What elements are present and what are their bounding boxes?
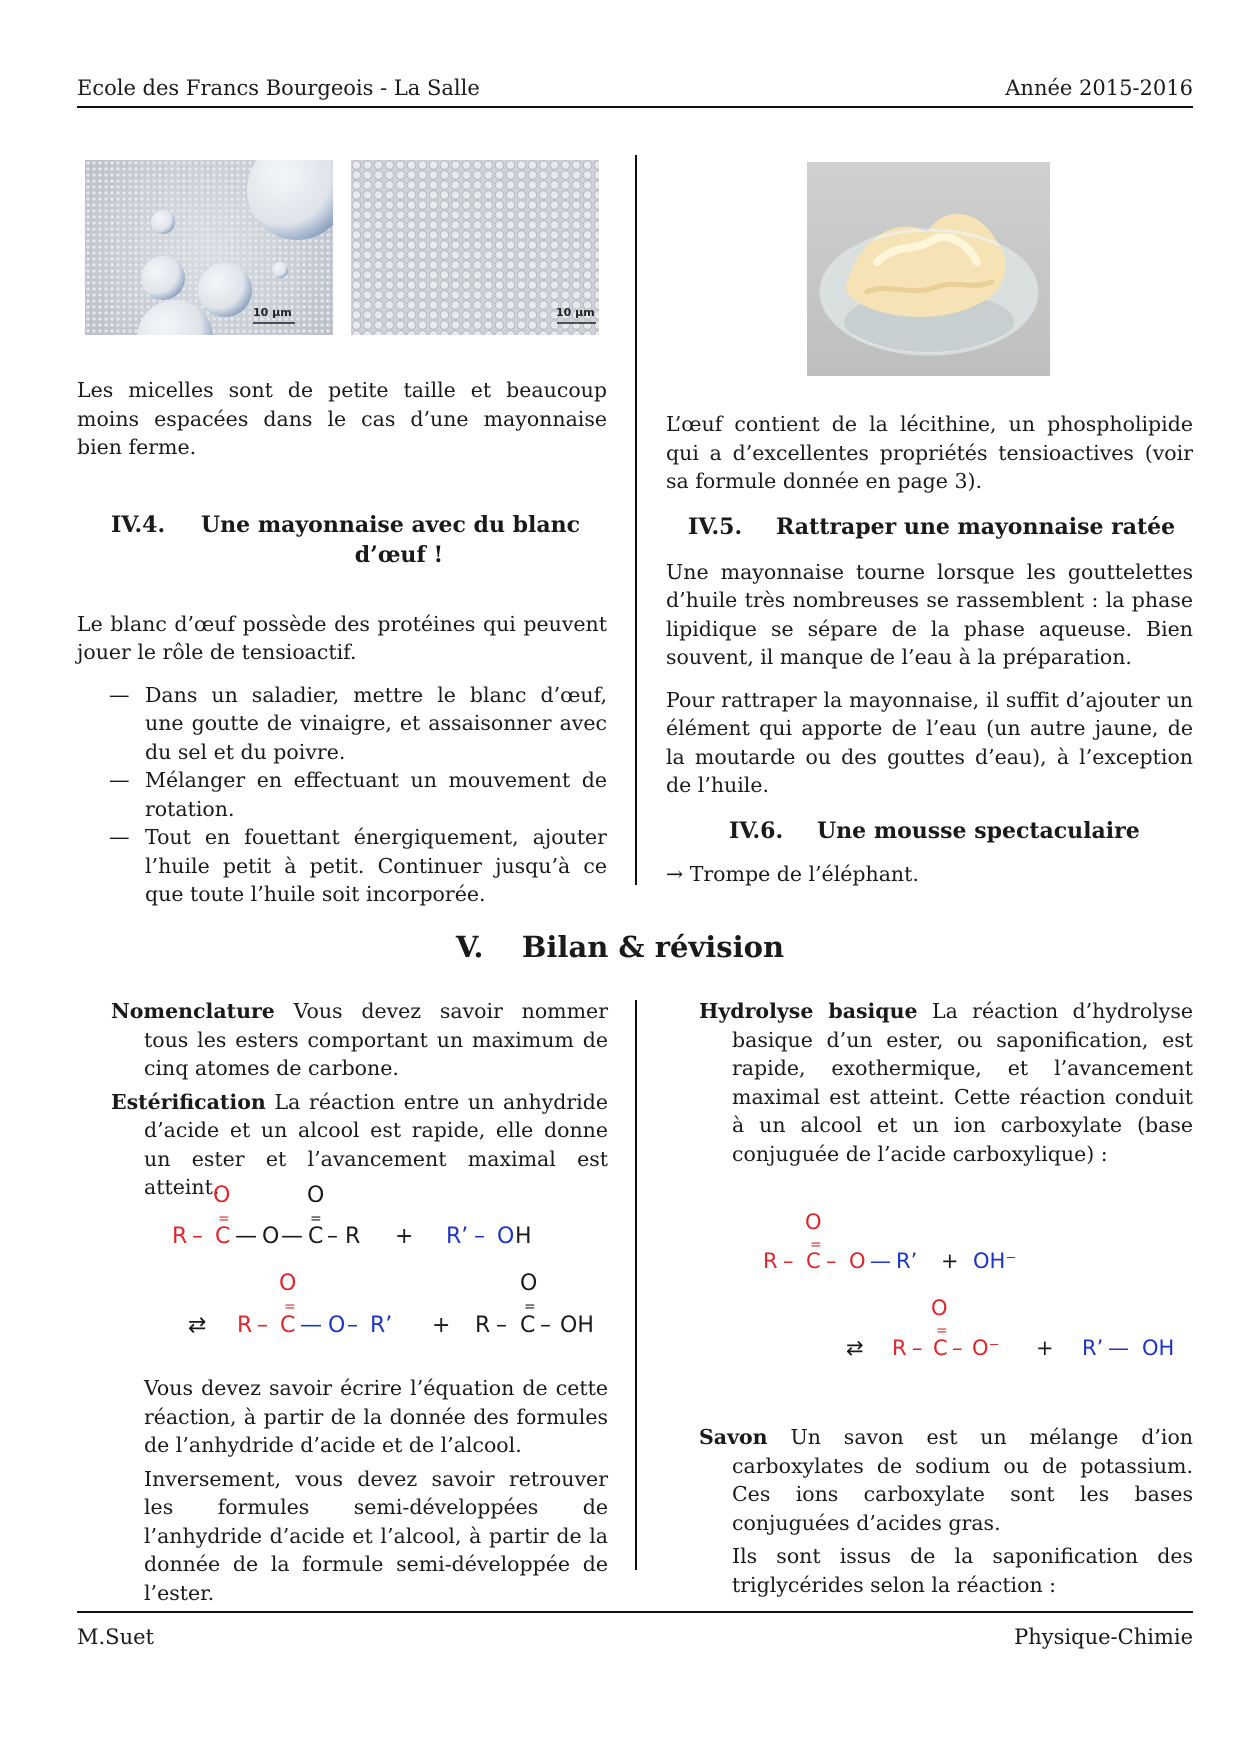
- alcohol-r: R’: [896, 1249, 918, 1273]
- plus-sign: +: [941, 1249, 959, 1273]
- bond: –: [826, 1249, 837, 1273]
- atom-h: H: [515, 1224, 532, 1249]
- bond: —: [1108, 1336, 1129, 1360]
- atom-c: C: [280, 1313, 296, 1338]
- right-column: [666, 410, 1193, 888]
- section-number: IV.5.: [688, 513, 743, 540]
- carboxylate-o: O⁻: [972, 1336, 1000, 1360]
- column-divider-bottom: [635, 1000, 637, 1570]
- plus-sign: +: [1036, 1336, 1054, 1360]
- nomenclature-item: [111, 997, 608, 1083]
- atom-r: R: [345, 1224, 361, 1249]
- esterif-paragraph-3: Inversement, vous devez savoir retrouver les formules semi-développées de l’anhydride d’acide et l’alcool, à partir de la donnée de la formule semi-développée de l’ester.: [144, 1466, 608, 1605]
- section-title-line2: d’œuf !: [354, 541, 444, 568]
- bilan-left-column: [111, 997, 608, 1202]
- micelles-paragraph: Les micelles sont de petite taille et beaucoup moins espacées dans le cas d’une mayonnaise bien ferme.: [77, 378, 607, 459]
- bond: –: [783, 1249, 794, 1273]
- bond: —: [300, 1313, 322, 1338]
- atom-o: O: [931, 1296, 948, 1320]
- micrograph-dense-image: [351, 160, 599, 335]
- iv5-paragraph-2: Pour rattraper la mayonnaise, il suffit d’ajouter un élément qui apporte de l’eau (un autre jaune, de la moutarde ou des gouttes d’eau), à l’exception de l’huile.: [666, 687, 1193, 797]
- section-number: IV.6.: [729, 817, 784, 844]
- bond: –: [496, 1313, 507, 1338]
- term-label: Hydrolyse basique: [699, 999, 918, 1023]
- section-v-heading: [0, 930, 1240, 964]
- header-year: Année 2015-2016: [1005, 76, 1193, 100]
- micrograph-loose-image: [85, 160, 333, 335]
- term-label: Estérification: [111, 1089, 266, 1114]
- term-definition: La réaction entre un anhydride d’acide et un alcool est rapide, elle donne un ester et l’avancement maximal est atteint.: [144, 1089, 608, 1199]
- saponification-equation: [760, 1205, 1200, 1375]
- egg-paragraph: L’œuf contient de la lécithine, un phospholipide qui a d’excellentes propriétés tensioactives (voir sa formule donnée en page 3).: [666, 412, 1193, 493]
- section-title: Bilan & révision: [521, 930, 785, 964]
- bond: –: [327, 1224, 338, 1249]
- iv4-paragraph: Le blanc d’œuf possède des protéines qui peuvent jouer le rôle de tensioactif.: [77, 611, 607, 664]
- term-label: Nomenclature: [111, 999, 275, 1023]
- esterif-paragraph-2: Vous devez savoir écrire l’équation de cette réaction, à partir de la donnée des formules de l’anhydride d’acide et de l’alcool.: [144, 1376, 608, 1457]
- bilan-right-continued: [699, 1423, 1193, 1599]
- double-bond: =: [524, 1299, 536, 1315]
- bond: –: [257, 1313, 268, 1338]
- term-definition: Vous devez savoir nommer tous les esters comportant un maximum de cinq atomes de carbone.: [144, 999, 608, 1080]
- list-item: — Dans un saladier, mettre le blanc d’œuf, une goutte de vinaigre, et assaisonner avec du sel et du poivre.: [77, 681, 607, 767]
- iv6-paragraph: → Trompe de l’éléphant.: [666, 861, 919, 886]
- term-label: Savon: [699, 1425, 768, 1449]
- bond: –: [347, 1313, 358, 1338]
- section-iv4-heading: [77, 510, 607, 570]
- atom-c: C: [806, 1249, 821, 1273]
- atom-o: O: [328, 1313, 346, 1338]
- footer-rule: [77, 1611, 1193, 1613]
- atom-r: R: [172, 1224, 188, 1249]
- bond: —: [235, 1224, 257, 1249]
- hydroxyl: OH: [1142, 1336, 1175, 1360]
- bilan-right-column: [699, 997, 1193, 1168]
- double-bond: =: [310, 1211, 322, 1227]
- bond: –: [540, 1313, 551, 1338]
- header-rule: [77, 106, 1193, 108]
- equilibrium-arrow: ⇄: [188, 1313, 207, 1338]
- double-bond: =: [810, 1237, 822, 1253]
- footer-subject: Physique-Chimie: [1014, 1625, 1193, 1649]
- atom-o: O: [279, 1271, 297, 1296]
- atom-o: O: [849, 1249, 866, 1273]
- scale-label: 10 µm: [253, 306, 292, 319]
- bond: —: [870, 1249, 891, 1273]
- hydroxyl: OH: [560, 1313, 594, 1338]
- section-iv6-heading: [666, 816, 1193, 846]
- section-title: Une mousse spectaculaire: [817, 817, 1140, 844]
- double-bond: =: [218, 1211, 230, 1227]
- plus-sign: +: [432, 1313, 451, 1338]
- savon-paragraph-2: Ils sont issus de la saponification des triglycérides selon la réaction :: [732, 1544, 1193, 1597]
- alcohol-r: R’: [1082, 1336, 1104, 1360]
- plus-sign: +: [395, 1224, 414, 1249]
- atom-o: O: [805, 1210, 822, 1234]
- footer-author: M.Suet: [77, 1625, 154, 1649]
- equilibrium-arrow: ⇄: [846, 1336, 864, 1360]
- bond: –: [912, 1336, 923, 1360]
- iv4-steps-list: [77, 681, 607, 909]
- bond: –: [192, 1224, 203, 1249]
- atom-c: C: [933, 1336, 948, 1360]
- section-iv5-heading: [666, 512, 1193, 542]
- atom-r: R: [892, 1336, 907, 1360]
- bond: –: [474, 1224, 485, 1249]
- hydrolyse-item: [699, 997, 1193, 1168]
- atom-o: O: [520, 1271, 538, 1296]
- list-item: — Mélanger en effectuant un mouvement de rotation.: [77, 766, 607, 823]
- bond: –: [952, 1336, 963, 1360]
- list-item: — Tout en fouettant énergiquement, ajouter l’huile petit à petit. Continuer jusqu’à ce que toute l’huile soit incorporée.: [77, 823, 607, 909]
- term-definition: Un savon est un mélange d’ion carboxylates de sodium ou de potassium. Ces ions carboxylate sont les bases conjuguées d’acides gras.: [732, 1425, 1193, 1535]
- atom-c: C: [215, 1224, 231, 1249]
- atom-o: O: [307, 1183, 325, 1208]
- atom-r: R: [237, 1313, 253, 1338]
- term-definition: La réaction d’hydrolyse basique d’un ester, ou saponification, est rapide, exothermique, et l’avancement maximal est atteint. Cette réaction conduit à un alcool et un ion carboxylate (base conjuguée de l’acide carboxylique) :: [732, 999, 1193, 1166]
- double-bond: =: [284, 1299, 296, 1315]
- atom-o: O: [213, 1183, 231, 1208]
- iv5-paragraph-1: Une mayonnaise tourne lorsque les gouttelettes d’huile très nombreuses se rassemblent : la phase lipidique se sépare de la phase aqueuse. Bien souvent, il manque de l’eau à la préparation.: [666, 559, 1193, 669]
- section-title: Une mayonnaise avec du blanc: [201, 511, 580, 538]
- section-title: Rattraper une mayonnaise ratée: [776, 513, 1176, 540]
- atom-o: O: [262, 1224, 280, 1249]
- mayonnaise-bowl-image: [807, 162, 1050, 376]
- section-number: IV.4.: [111, 511, 166, 538]
- alcohol-r: R’: [370, 1313, 393, 1338]
- alcohol-r: R’: [446, 1224, 469, 1249]
- hydroxide-ion: OH⁻: [973, 1249, 1017, 1273]
- bilan-left-continued: [111, 1374, 608, 1607]
- atom-c: C: [520, 1313, 536, 1338]
- double-bond: =: [936, 1323, 948, 1339]
- esterification-equation: [170, 1180, 610, 1350]
- section-number: V.: [455, 930, 484, 964]
- column-divider-top: [635, 155, 637, 885]
- atom-r: R: [763, 1249, 778, 1273]
- atom-o: O: [497, 1224, 515, 1249]
- scale-label: 10 µm: [556, 306, 595, 319]
- savon-item: [699, 1423, 1193, 1537]
- atom-r: R: [475, 1313, 491, 1338]
- bond: —: [281, 1224, 303, 1249]
- atom-c: C: [308, 1224, 324, 1249]
- header-school: Ecole des Francs Bourgeois - La Salle: [77, 76, 480, 100]
- left-column: [77, 376, 607, 909]
